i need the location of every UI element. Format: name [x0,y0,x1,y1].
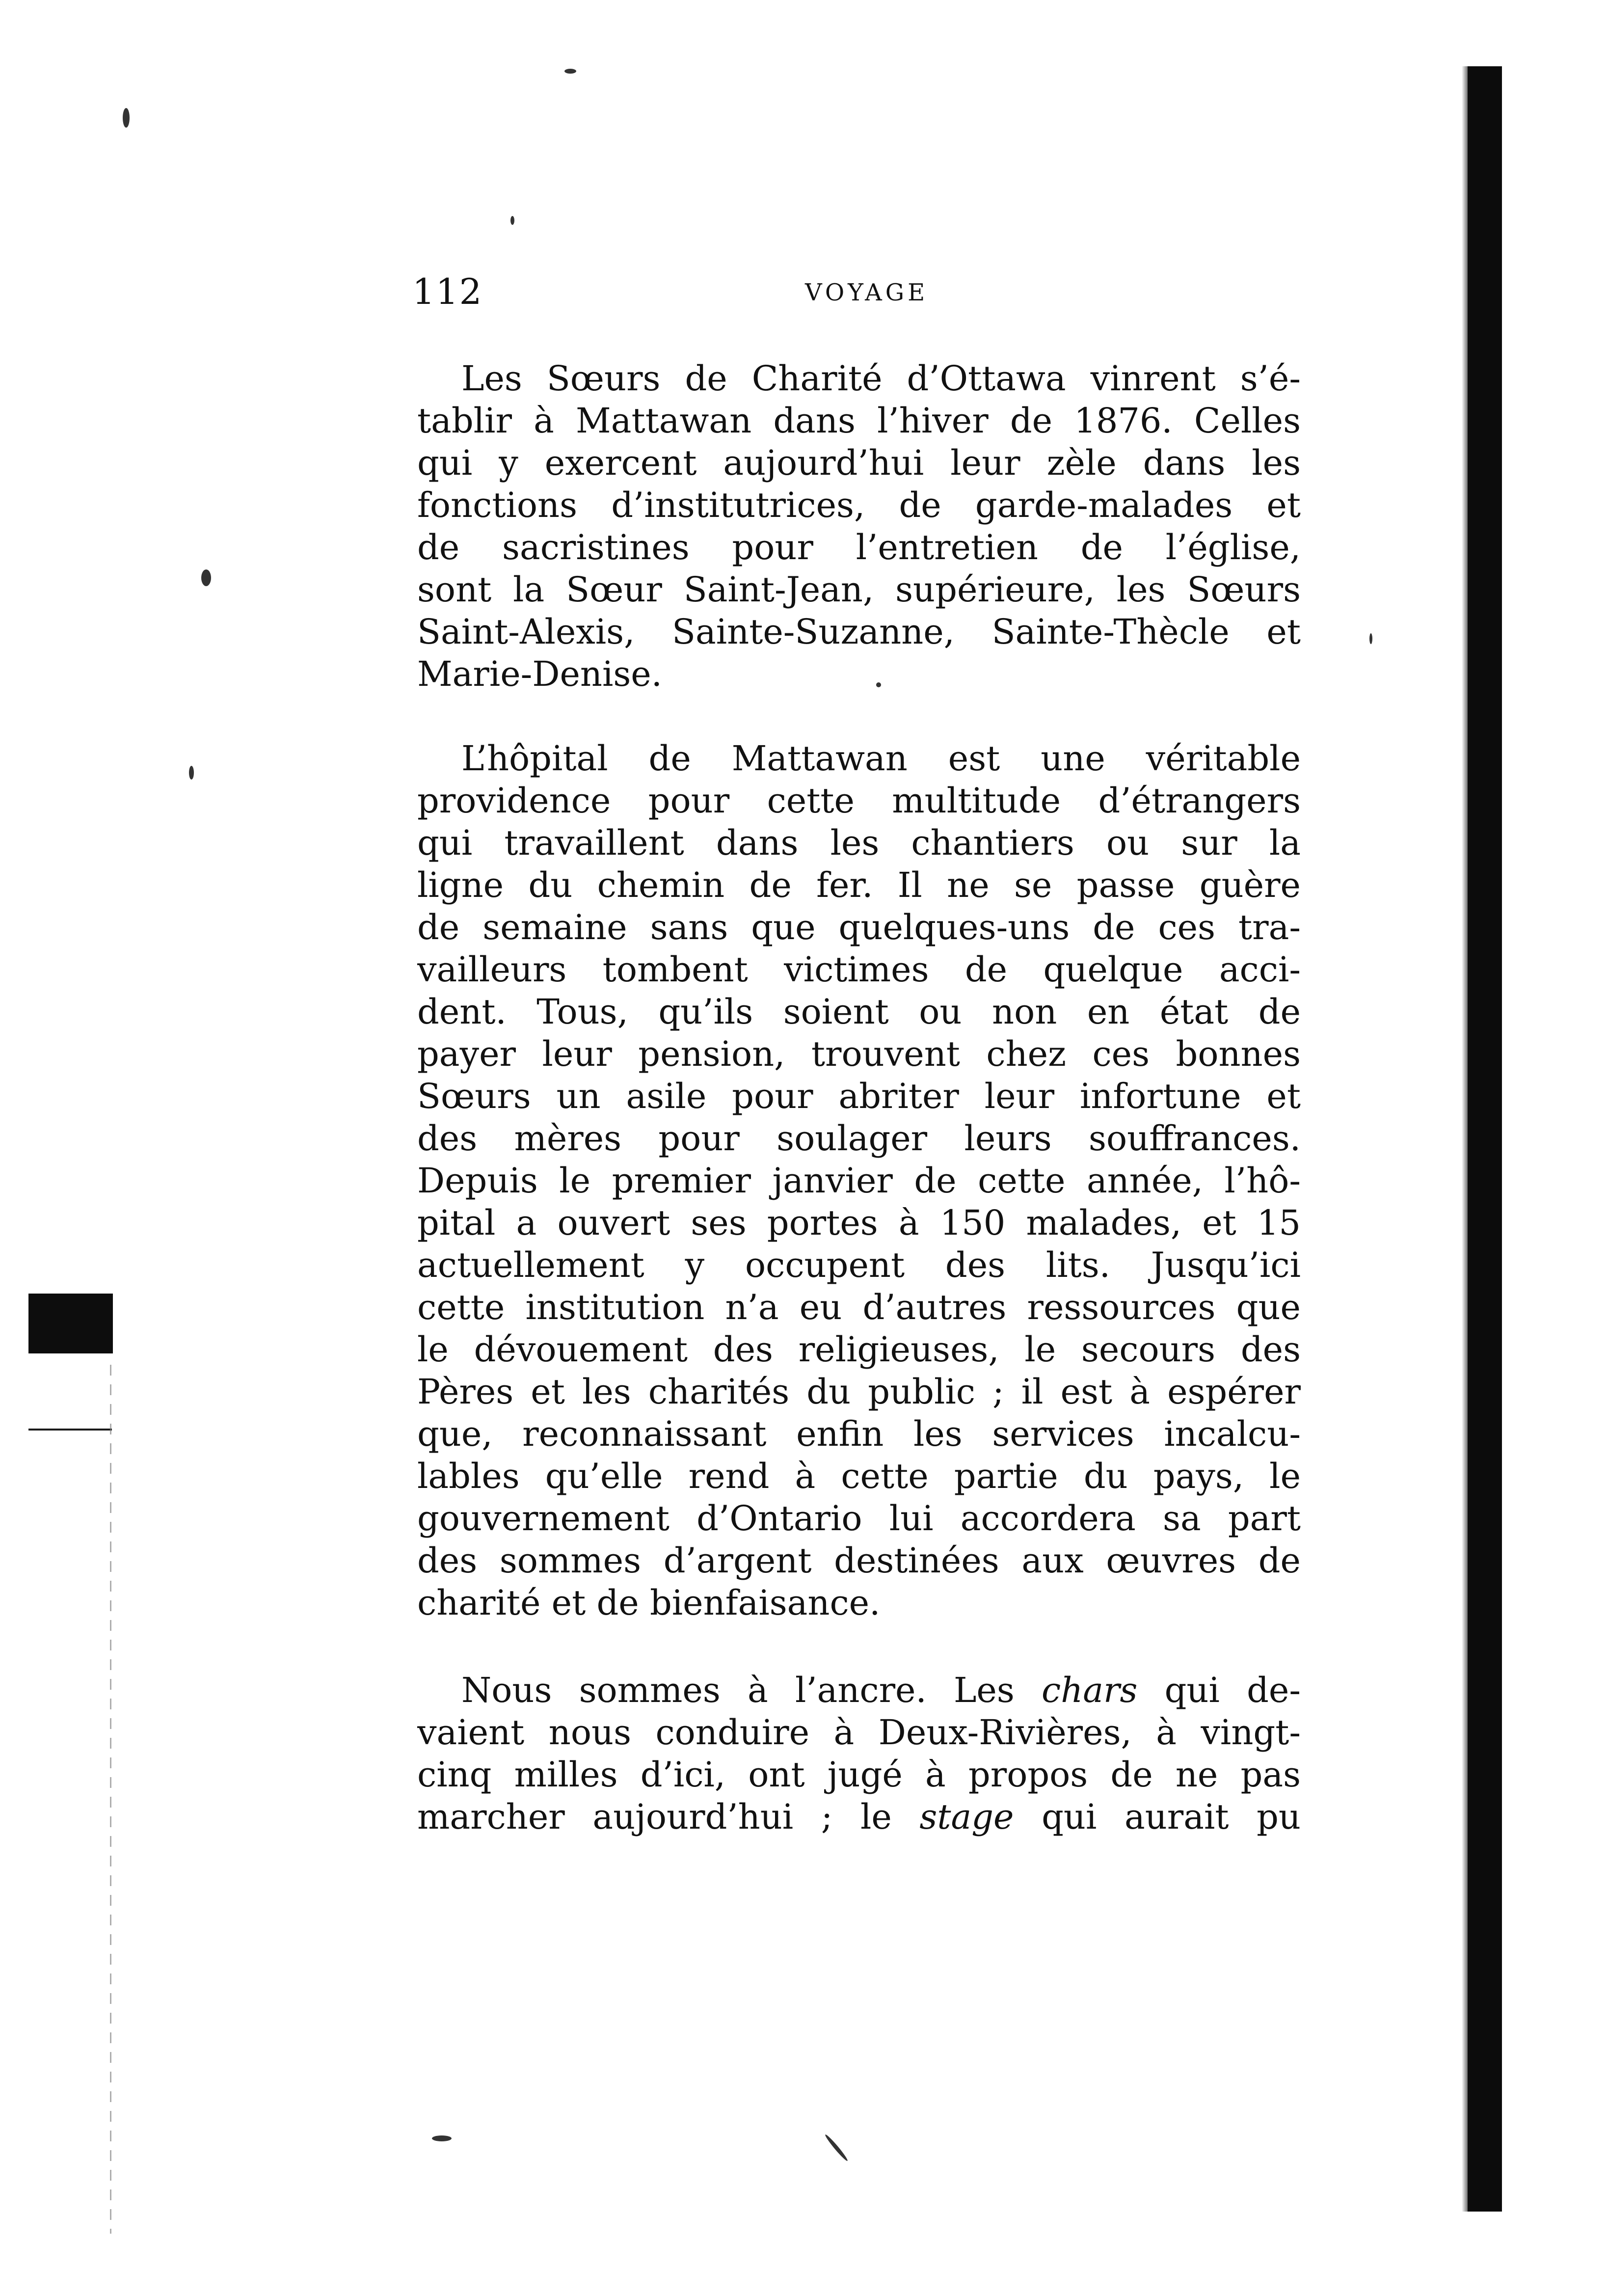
text-line: actuellement y occupent des lits. Jusqu’ici [417,1245,1301,1285]
text-line: providence pour cette multitude d’étrangers [417,781,1301,821]
scan-speck [123,108,130,128]
running-title: VOYAGE [805,279,929,306]
text-line: Saint-Alexis, Sainte-Suzanne, Sainte-Thècle et [417,612,1301,652]
scan-speck [432,2135,452,2141]
text-line: Marie-Denise. [417,654,662,694]
scan-left-mark [28,1294,113,1353]
scan-speck [1369,633,1372,644]
text-line: payer leur pension, trouvent chez ces bonnes [417,1034,1301,1074]
scan-left-rule [28,1429,112,1431]
text-line: charité et de bienfaisance. [417,1583,881,1623]
text-line: des sommes d’argent destinées aux œuvres de [417,1540,1301,1581]
paragraph-3 [417,1669,1301,1838]
text-line: qui y exercent aujourd’hui leur zèle dans les [417,443,1301,483]
text-line: qui travaillent dans les chantiers ou sur la [417,823,1301,863]
text-line: L’hôpital de Mattawan est une véritable [461,738,1301,779]
text-line: fonctions d’institutrices, de garde-malades et [417,485,1301,525]
text-line: gouvernement d’Ontario lui accordera sa part [417,1498,1301,1539]
text-line: des mères pour soulager leurs souffrances. [417,1118,1301,1159]
paragraph-1 [417,357,1301,695]
text-line: Depuis le premier janvier de cette année, l’hô- [417,1161,1301,1201]
text-line: vailleurs tombent victimes de quelque acci- [417,949,1301,990]
text-span: qui aurait pu [1014,1797,1301,1837]
text-line: de sacristines pour l’entretien de l’église, [417,527,1301,567]
text-span: qui de- [1137,1670,1301,1710]
text-line: Les Sœurs de Charité d’Ottawa vinrent s’é- [461,358,1301,399]
text-line: Sœurs un asile pour abriter leur infortune et [417,1076,1301,1116]
text-line: sont la Sœur Saint-Jean, supérieure, les Sœurs [417,569,1301,610]
scan-speck [189,766,194,780]
text-line: ligne du chemin de fer. Il ne se passe guère [417,865,1301,905]
scan-left-dotted-bar [110,1365,111,2234]
text-span: marcher aujourd’hui ; le [417,1797,920,1837]
text-line: que, reconnaissant enfin les services incalcu- [417,1414,1301,1454]
text-line: cinq milles d’ici, ont jugé à propos de ne pas [417,1755,1301,1795]
italic-word: stage [919,1797,1014,1837]
paragraph-2 [417,737,1301,1624]
running-head [0,271,1607,315]
scan-dark-edge [1468,66,1502,2212]
text-line: vaient nous conduire à Deux-Rivières, à vingt- [417,1712,1301,1753]
text-line-with-italic [417,1796,1301,1838]
text-line-with-italic [417,1669,1301,1711]
page-number: 112 [412,271,483,312]
italic-word: chars [1042,1670,1138,1710]
text-line: de semaine sans que quelques-uns de ces tra- [417,907,1301,947]
scan-speck [201,569,211,586]
text-line: pital a ouvert ses portes à 150 malades, et 15 [417,1203,1301,1243]
scan-speck [824,2134,849,2162]
text-line: Pères et les charités du public ; il est à espérer [417,1372,1301,1412]
text-line: tablir à Mattawan dans l’hiver de 1876. Celles [417,401,1301,441]
text-line: dent. Tous, qu’ils soient ou non en état de [417,992,1301,1032]
scan-speck [510,216,514,225]
scan-speck [564,69,576,74]
text-line: cette institution n’a eu d’autres ressources que [417,1287,1301,1327]
text-span: Nous sommes à l’ancre. Les [461,1670,1042,1710]
text-line: lables qu’elle rend à cette partie du pays, le [417,1456,1301,1496]
text-line: le dévouement des religieuses, le secours des [417,1329,1301,1370]
